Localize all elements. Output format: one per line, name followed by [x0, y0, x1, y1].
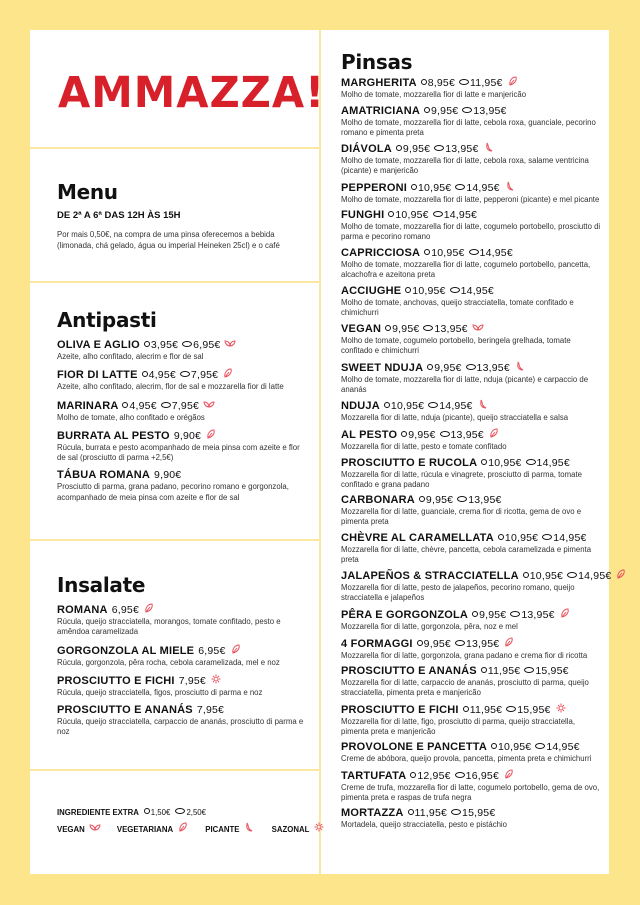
item-price-small: 10,95€	[488, 456, 522, 469]
small-size-icon	[388, 211, 394, 217]
item-description: Creme de abóbora, queijo provola, pancetta, pimenta preta e chimichurri	[341, 754, 592, 764]
item-price-small: 10,95€	[431, 246, 465, 259]
item-name: TARTUFATA	[341, 769, 407, 782]
extra-ingredient-label: INGREDIENTE EXTRA	[57, 808, 139, 817]
large-size-icon	[469, 249, 479, 255]
item-name: PROSCIUTTO E ANANÁS	[341, 665, 477, 678]
menu-item	[341, 637, 603, 661]
menu-item	[57, 429, 307, 464]
large-size-icon	[434, 145, 444, 151]
small-size-icon	[410, 772, 416, 778]
item-name: PROSCIUTTO E ANANÁS	[57, 704, 193, 717]
item-price-small: 10,95€	[498, 741, 532, 754]
small-size-icon	[523, 572, 529, 578]
item-name: DIÁVOLA	[341, 143, 392, 156]
item-description: Mozzarella fior di latte, pesto de jalapeños, pecorino romano, queijo stracciatella e jalapeños	[341, 583, 575, 603]
item-description: Molho de tomate, mozzarella fior di latte, pepperoni (picante) e mel picante	[341, 194, 600, 204]
vegetarian-leaf-icon	[143, 603, 155, 613]
item-description: Molho de tomate, mozzarella fior di latte e manjericão	[341, 90, 527, 99]
item-description: Creme de trufa, mozzarella fior di latte, cogumelo portobello, gema de ovo, pimenta preta e raspas de trufa negra	[341, 782, 600, 802]
menu-item	[341, 569, 612, 603]
item-description: Prosciutto di parma, grana padano, pecorino romano e gorgonzola, acompanhado de meia pinsa com azeite e flor de sal	[57, 482, 289, 502]
pinsas-list	[341, 76, 612, 830]
section-divider	[30, 147, 319, 149]
small-size-icon	[401, 431, 407, 437]
menu-item	[341, 532, 603, 565]
menu-item	[57, 338, 307, 362]
vegan-icon	[89, 822, 101, 832]
item-description: Mozzarella fior di latte, figo, prosciutto di parma, queijo stracciatella, pimenta preta e manjericão	[341, 716, 576, 736]
insalate-title: Insalate	[57, 573, 146, 597]
menu-item	[341, 428, 603, 452]
small-size-icon	[384, 402, 390, 408]
large-size-icon	[182, 341, 192, 347]
item-price-large: 14,95€	[546, 741, 580, 754]
item-price-small: 9,95€	[431, 104, 459, 117]
antipasti-list	[57, 338, 307, 503]
item-description: Molho de tomate, mozzarella fior di latte, cogumelo portobello, prosciutto di parma e pecorino romano	[341, 222, 601, 242]
sun-icon	[555, 703, 567, 713]
small-size-icon	[424, 107, 430, 113]
item-price: 9,90€	[154, 469, 182, 482]
menu-item	[57, 469, 307, 503]
menu-item	[341, 703, 603, 737]
large-size-icon	[535, 743, 545, 749]
item-name: PROSCIUTTO E FICHI	[341, 703, 459, 716]
item-price: 6,95€	[198, 644, 226, 657]
item-price-small: 4,95€	[148, 369, 176, 382]
item-price-large: 14,95€	[460, 284, 494, 297]
item-description: Molho de tomate, anchovas, queijo stracciatella, tomate confitado e chimichurri	[341, 297, 574, 317]
item-price-small: 8,95€	[427, 77, 456, 89]
item-price-large: 11,95€	[470, 77, 503, 89]
menu-note: Por mais 0,50€, na compra de uma pinsa oferecemos a bebida (limonada, chá gelado, água ou imperial Heineken 25cl) e o café	[57, 230, 280, 250]
item-price-large: 14,95€	[443, 209, 478, 222]
item-description: Azeite, alho confitado, alecrim e flor de sal	[57, 352, 204, 361]
item-price-large: 7,95€	[190, 369, 219, 382]
item-price-small: 9,95€	[402, 143, 431, 156]
small-size-icon	[411, 184, 417, 190]
item-description: Molho de tomate, mozzarella fior di latte, cebola roxa, guanciale, pecorino romano e pimenta preta	[341, 117, 596, 137]
menu-item	[341, 209, 603, 242]
item-name: CARBONARA	[341, 494, 415, 507]
large-size-icon	[423, 325, 433, 331]
item-price: 6,95€	[111, 604, 139, 616]
large-size-icon	[462, 107, 472, 113]
item-description: Rúcula, queijo stracciatella, figos, prosciutto di parma e noz	[57, 687, 263, 697]
large-size-icon	[457, 496, 467, 502]
insalate-list	[57, 603, 307, 738]
menu-item	[341, 457, 603, 490]
item-price-large: 15,95€	[462, 807, 496, 820]
item-price-large: 6,95€	[193, 339, 221, 351]
large-size-icon	[175, 808, 185, 814]
item-name: ROMANA	[57, 604, 108, 616]
extra-small-price: 1,50€	[150, 808, 171, 817]
extra-large-price: 2,50€	[186, 808, 206, 817]
vegetarian-leaf-icon	[559, 608, 571, 618]
item-name: 4 FORMAGGI	[341, 637, 413, 650]
item-price-small: 3,95€	[150, 339, 179, 351]
small-size-icon	[421, 79, 427, 85]
menu-item	[341, 247, 603, 280]
large-size-icon	[451, 809, 461, 815]
item-description: Mozzarella fior di latte, rúcula e vinagrete, prosciutto di parma, tomate confitado e grana padano	[341, 469, 582, 489]
small-size-icon	[144, 808, 150, 814]
item-name: FIOR DI LATTE	[57, 369, 138, 382]
small-size-icon	[472, 611, 478, 617]
sun-icon	[313, 822, 325, 832]
item-price-large: 14,95€	[439, 400, 473, 413]
legend-vegan: VEGAN	[57, 825, 85, 834]
item-price-large: 15,95€	[535, 665, 569, 678]
pinsas-section	[341, 50, 612, 835]
vegetarian-leaf-icon	[503, 637, 515, 647]
menu-item	[57, 674, 307, 698]
large-size-icon	[459, 79, 469, 85]
chili-icon	[514, 361, 526, 371]
item-price-small: 10,95€	[504, 531, 539, 544]
item-price-small: 9,95€	[425, 494, 454, 507]
item-price-small: 4,95€	[129, 399, 157, 412]
item-description: Mortadela, queijo stracciatella, pesto e pistáchio	[341, 820, 507, 830]
item-price-small: 9,95€	[392, 323, 420, 336]
small-size-icon	[498, 534, 504, 540]
item-name: SWEET NDUJA	[341, 361, 424, 374]
large-size-icon	[455, 772, 465, 778]
menu-item	[341, 741, 603, 764]
item-price: 7,95€	[196, 704, 225, 717]
item-name: ACCIUGHE	[341, 284, 402, 297]
item-description: Molho de tomate, cogumelo portobello, beringela grelhada, tomate confitado e chimichurri	[341, 336, 571, 356]
small-size-icon	[427, 364, 433, 370]
item-description: Molho de tomate, mozzarella fior di latte, nduja (picante) e carpaccio de ananás	[341, 374, 589, 394]
item-price-large: 13,95€	[465, 637, 500, 650]
item-description: Azeite, alho confitado, alecrim, flor de sal e mozzarella fior di latte	[57, 382, 284, 392]
item-price-large: 14,95€	[536, 456, 570, 469]
item-name: PROSCIUTTO E RUCOLA	[341, 456, 478, 469]
vegetarian-leaf-icon	[177, 822, 189, 832]
menu-item	[57, 399, 307, 423]
large-size-icon	[455, 184, 465, 190]
menu-item	[341, 105, 603, 138]
large-size-icon	[440, 431, 450, 437]
menu-item	[57, 368, 307, 392]
menu-item	[341, 807, 603, 830]
section-divider	[30, 281, 319, 283]
section-divider	[30, 769, 319, 771]
item-name: NDUJA	[341, 400, 380, 413]
large-size-icon	[510, 611, 520, 617]
small-size-icon	[417, 640, 423, 646]
large-size-icon	[455, 640, 465, 646]
item-price-small: 9,95€	[408, 428, 436, 441]
menu-item	[341, 142, 603, 176]
small-size-icon	[424, 249, 430, 255]
large-size-icon	[180, 371, 190, 377]
large-size-icon	[428, 402, 438, 408]
item-description: Molho de tomate, mozzarella fior di latte, cebola roxa, salame ventricina (picante) e manjericão	[341, 156, 589, 176]
item-price-large: 13,95€	[521, 608, 555, 621]
large-size-icon	[466, 364, 476, 370]
item-name: CHÈVRE AL CARAMELLATA	[341, 531, 494, 544]
chili-icon	[243, 822, 255, 832]
item-price-large: 13,95€	[450, 428, 484, 441]
large-size-icon	[433, 211, 443, 217]
large-size-icon	[542, 534, 552, 540]
item-price-small: 10,95€	[412, 284, 446, 297]
item-price: 7,95€	[178, 674, 206, 687]
item-name: FUNGHI	[341, 209, 385, 222]
small-size-icon	[405, 287, 411, 293]
menu-item	[57, 603, 307, 638]
item-name: MORTAZZA	[341, 807, 404, 820]
item-description: Mozzarella fior di latte, chèvre, pancetta, cebola caramelizada e pimenta preta	[341, 544, 592, 564]
brand-logo: AMMAZZA!	[58, 68, 326, 118]
item-description: Molho de tomate, alho confitado e orégãos	[57, 412, 205, 422]
menu-item	[341, 399, 603, 423]
item-name: PEPPERONI	[341, 181, 407, 194]
item-price-large: 13,95€	[476, 361, 510, 374]
small-size-icon	[419, 496, 425, 502]
legend-seasonal: SAZONAL	[271, 825, 310, 834]
chili-icon	[477, 399, 489, 409]
antipasti-title: Antipasti	[57, 308, 157, 332]
item-description: Mozzarella fior di latte, gorgonzola, pêra, noz e mel	[341, 621, 518, 631]
small-size-icon	[144, 341, 150, 347]
small-size-icon	[385, 325, 391, 331]
vegetarian-leaf-icon	[488, 428, 500, 438]
menu-item	[341, 494, 603, 527]
menu-item	[341, 181, 603, 205]
item-price: 9,90€	[173, 429, 202, 442]
menu-item	[341, 361, 603, 395]
item-price-small: 11,95€	[469, 703, 503, 716]
large-size-icon	[506, 706, 516, 712]
item-name: MARGHERITA	[341, 77, 417, 89]
item-price-small: 11,95€	[414, 807, 448, 820]
small-size-icon	[463, 706, 469, 712]
item-price-large: 14,95€	[553, 531, 587, 544]
vegan-icon	[224, 338, 236, 348]
item-description: Mozzarella fior di latte, carpaccio de ananás, prosciutto di parma, queijo stracciatella, pimenta preta e manjericão	[341, 678, 589, 698]
item-price-small: 10,95€	[418, 181, 452, 194]
large-size-icon	[450, 287, 460, 293]
insalate-section	[57, 573, 307, 744]
item-price-large: 13,95€	[473, 104, 507, 117]
item-price-small: 11,95€	[487, 665, 521, 678]
item-price-large: 14,95€	[479, 246, 513, 259]
item-name: MARINARA	[57, 399, 119, 412]
item-price-small: 10,95€	[395, 209, 429, 222]
item-price-large: 15,95€	[517, 703, 551, 716]
item-price-large: 16,95€	[465, 769, 499, 782]
small-size-icon	[481, 459, 487, 465]
item-name: PROSCIUTTO E FICHI	[57, 674, 175, 687]
menu-item	[341, 76, 603, 100]
item-name: BURRATA AL PESTO	[57, 429, 170, 442]
chili-icon	[483, 142, 495, 152]
column-divider	[319, 30, 321, 874]
chili-icon	[504, 181, 516, 191]
item-name: TÁBUA ROMANA	[57, 469, 151, 482]
section-divider	[30, 539, 319, 541]
item-price-small: 9,95€	[423, 637, 451, 650]
item-name: PÊRA E GORGONZOLA	[341, 608, 469, 621]
vegetarian-leaf-icon	[230, 644, 242, 654]
item-price-small: 9,95€	[479, 608, 507, 621]
item-price-large: 7,95€	[171, 399, 200, 412]
item-name: CAPRICCIOSA	[341, 246, 421, 259]
small-size-icon	[142, 371, 148, 377]
vegan-icon	[472, 322, 484, 332]
item-name: VEGAN	[341, 323, 382, 336]
item-price-large: 13,95€	[434, 323, 468, 336]
item-price-small: 12,95€	[417, 769, 451, 782]
item-price-large: 14,95€	[578, 570, 612, 583]
item-name: JALAPEÑOS & STRACCIATELLA	[341, 570, 519, 583]
antipasti-section	[57, 308, 307, 509]
large-size-icon	[524, 667, 534, 673]
menu-item	[341, 322, 603, 356]
item-description: Mozzarella fior di latte, gorgonzola, grana padano e crema fior di ricotta	[341, 650, 588, 660]
menu-item	[341, 285, 603, 318]
menu-item	[341, 665, 603, 698]
item-price-small: 9,95€	[434, 361, 462, 374]
item-description: Mozzarella fior di latte, nduja (picante), queijo stracciatella e salsa	[341, 413, 569, 423]
menu-item	[57, 644, 307, 668]
vegan-icon	[203, 399, 215, 409]
small-size-icon	[408, 809, 414, 815]
item-price-large: 13,95€	[445, 143, 479, 156]
small-size-icon	[396, 145, 402, 151]
legend	[57, 808, 339, 839]
item-description: Mozzarella fior di latte, pesto e tomate confitado	[341, 441, 507, 451]
menu-info-section	[57, 180, 307, 251]
item-description: Rúcula, gorgonzola, pêra rocha, cebola caramelizada, mel e noz	[57, 657, 280, 667]
menu-item	[57, 704, 307, 738]
pinsas-title: Pinsas	[341, 50, 413, 74]
large-size-icon	[567, 572, 577, 578]
vegetarian-leaf-icon	[205, 429, 217, 439]
large-size-icon	[526, 459, 536, 465]
item-price-large: 14,95€	[466, 181, 500, 194]
item-name: AL PESTO	[341, 428, 398, 441]
item-description: Rúcula, queijo stracciatella, carpaccio de ananás, prosciutto di parma e noz	[57, 717, 304, 737]
item-name: AMATRICIANA	[341, 104, 420, 117]
sun-icon	[210, 674, 222, 684]
small-size-icon	[122, 402, 128, 408]
menu-sheet	[30, 30, 612, 874]
item-price-large: 13,95€	[468, 494, 502, 507]
item-price-small: 10,95€	[529, 570, 564, 583]
item-name: OLIVA E AGLIO	[57, 339, 140, 351]
item-description: Rúcula, queijo stracciatella, morangos, tomate confitado, pesto e amêndoa caramelizada	[57, 617, 281, 637]
small-size-icon	[491, 743, 497, 749]
item-name: GORGONZOLA AL MIELE	[57, 644, 195, 657]
vegetarian-leaf-icon	[503, 769, 515, 779]
vegetarian-leaf-icon	[222, 368, 234, 378]
menu-item	[341, 769, 603, 803]
large-size-icon	[161, 402, 171, 408]
item-description: Molho de tomate, mozzarella fior di latte, cogumelo portobello, pancetta, alcachofra e azeitona preta	[341, 259, 591, 279]
menu-schedule: DE 2ª A 6ª DAS 12H ÀS 15H	[57, 210, 181, 221]
small-size-icon	[481, 667, 487, 673]
legend-spicy: PICANTE	[205, 825, 240, 834]
menu-title: Menu	[57, 180, 118, 204]
legend-vegetarian: VEGETARIANA	[116, 825, 174, 834]
item-price-small: 10,95€	[390, 400, 425, 413]
vegetarian-leaf-icon	[615, 569, 627, 579]
vegetarian-leaf-icon	[507, 76, 519, 86]
menu-item	[341, 608, 603, 632]
item-description: Rúcula, burrata e pesto acompanhado de meia pinsa com azeite e flor de sal (prosciutto di parma +2,5€)	[57, 442, 300, 463]
item-name: PROVOLONE E PANCETTA	[341, 741, 487, 754]
item-description: Mozzarella fior di latte, guanciale, crema fior di ricotta, gema de ovo e pimenta preta	[341, 507, 582, 527]
